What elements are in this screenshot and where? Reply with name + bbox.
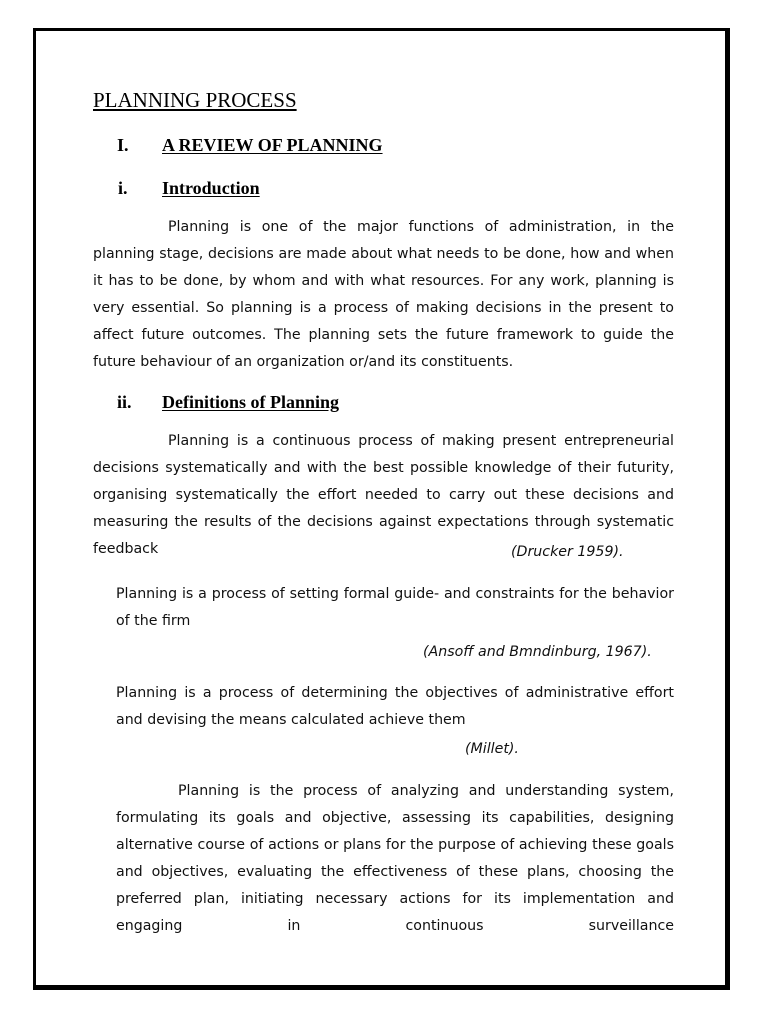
citation-ansoff: (Ansoff and Bmndinburg, 1967).: [423, 644, 652, 660]
subsection-title-introduction: Introduction: [162, 178, 260, 198]
definition-millet: Planning is a process of determining the objectives of administrative effort and devising the means calculated achieve them: [116, 685, 674, 728]
section-title: A REVIEW OF PLANNING: [162, 135, 383, 155]
citation-drucker: (Drucker 1959).: [511, 544, 624, 560]
subsection-number-introduction: i.: [118, 178, 128, 198]
section-number: I.: [117, 135, 129, 155]
introduction-paragraph: Planning is one of the major functions of administration, in the planning stage, decisions are made about what needs to be done, how and when it has to be done, by whom and with what resources. For any work, planning is very essential. So planning is a process of making decisions in the present to affect future outcomes. The planning sets the future framework to guide the future behaviour of an organization or/and its constituents.: [93, 219, 674, 370]
definition-drucker: Planning is a continuous process of making present entrepreneurial decisions systematically and with the best possible knowledge of their futurity, organising systematically the effort needed to carry out these decisions and measuring the results of the decisions against expectations through systematic feedback: [93, 433, 674, 557]
definition-ansoff: Planning is a process of setting formal guide- and constraints for the behavior of the firm: [116, 586, 674, 629]
definition-analyzing: Planning is the process of analyzing and understanding system, formulating its goals and objective, assessing its capabilities, designing alternative course of actions or plans for the purpose of achieving these goals and objectives, evaluating the effectiveness of these plans, choosing the preferred plan, initiating necessary actions for its implementation and engaging in continuous surveillance: [116, 783, 674, 934]
page-title: PLANNING PROCESS: [93, 88, 297, 112]
subsection-title-definitions: Definitions of Planning: [162, 392, 340, 412]
subsection-number-definitions: ii.: [117, 392, 132, 412]
citation-millet: (Millet).: [465, 741, 519, 757]
